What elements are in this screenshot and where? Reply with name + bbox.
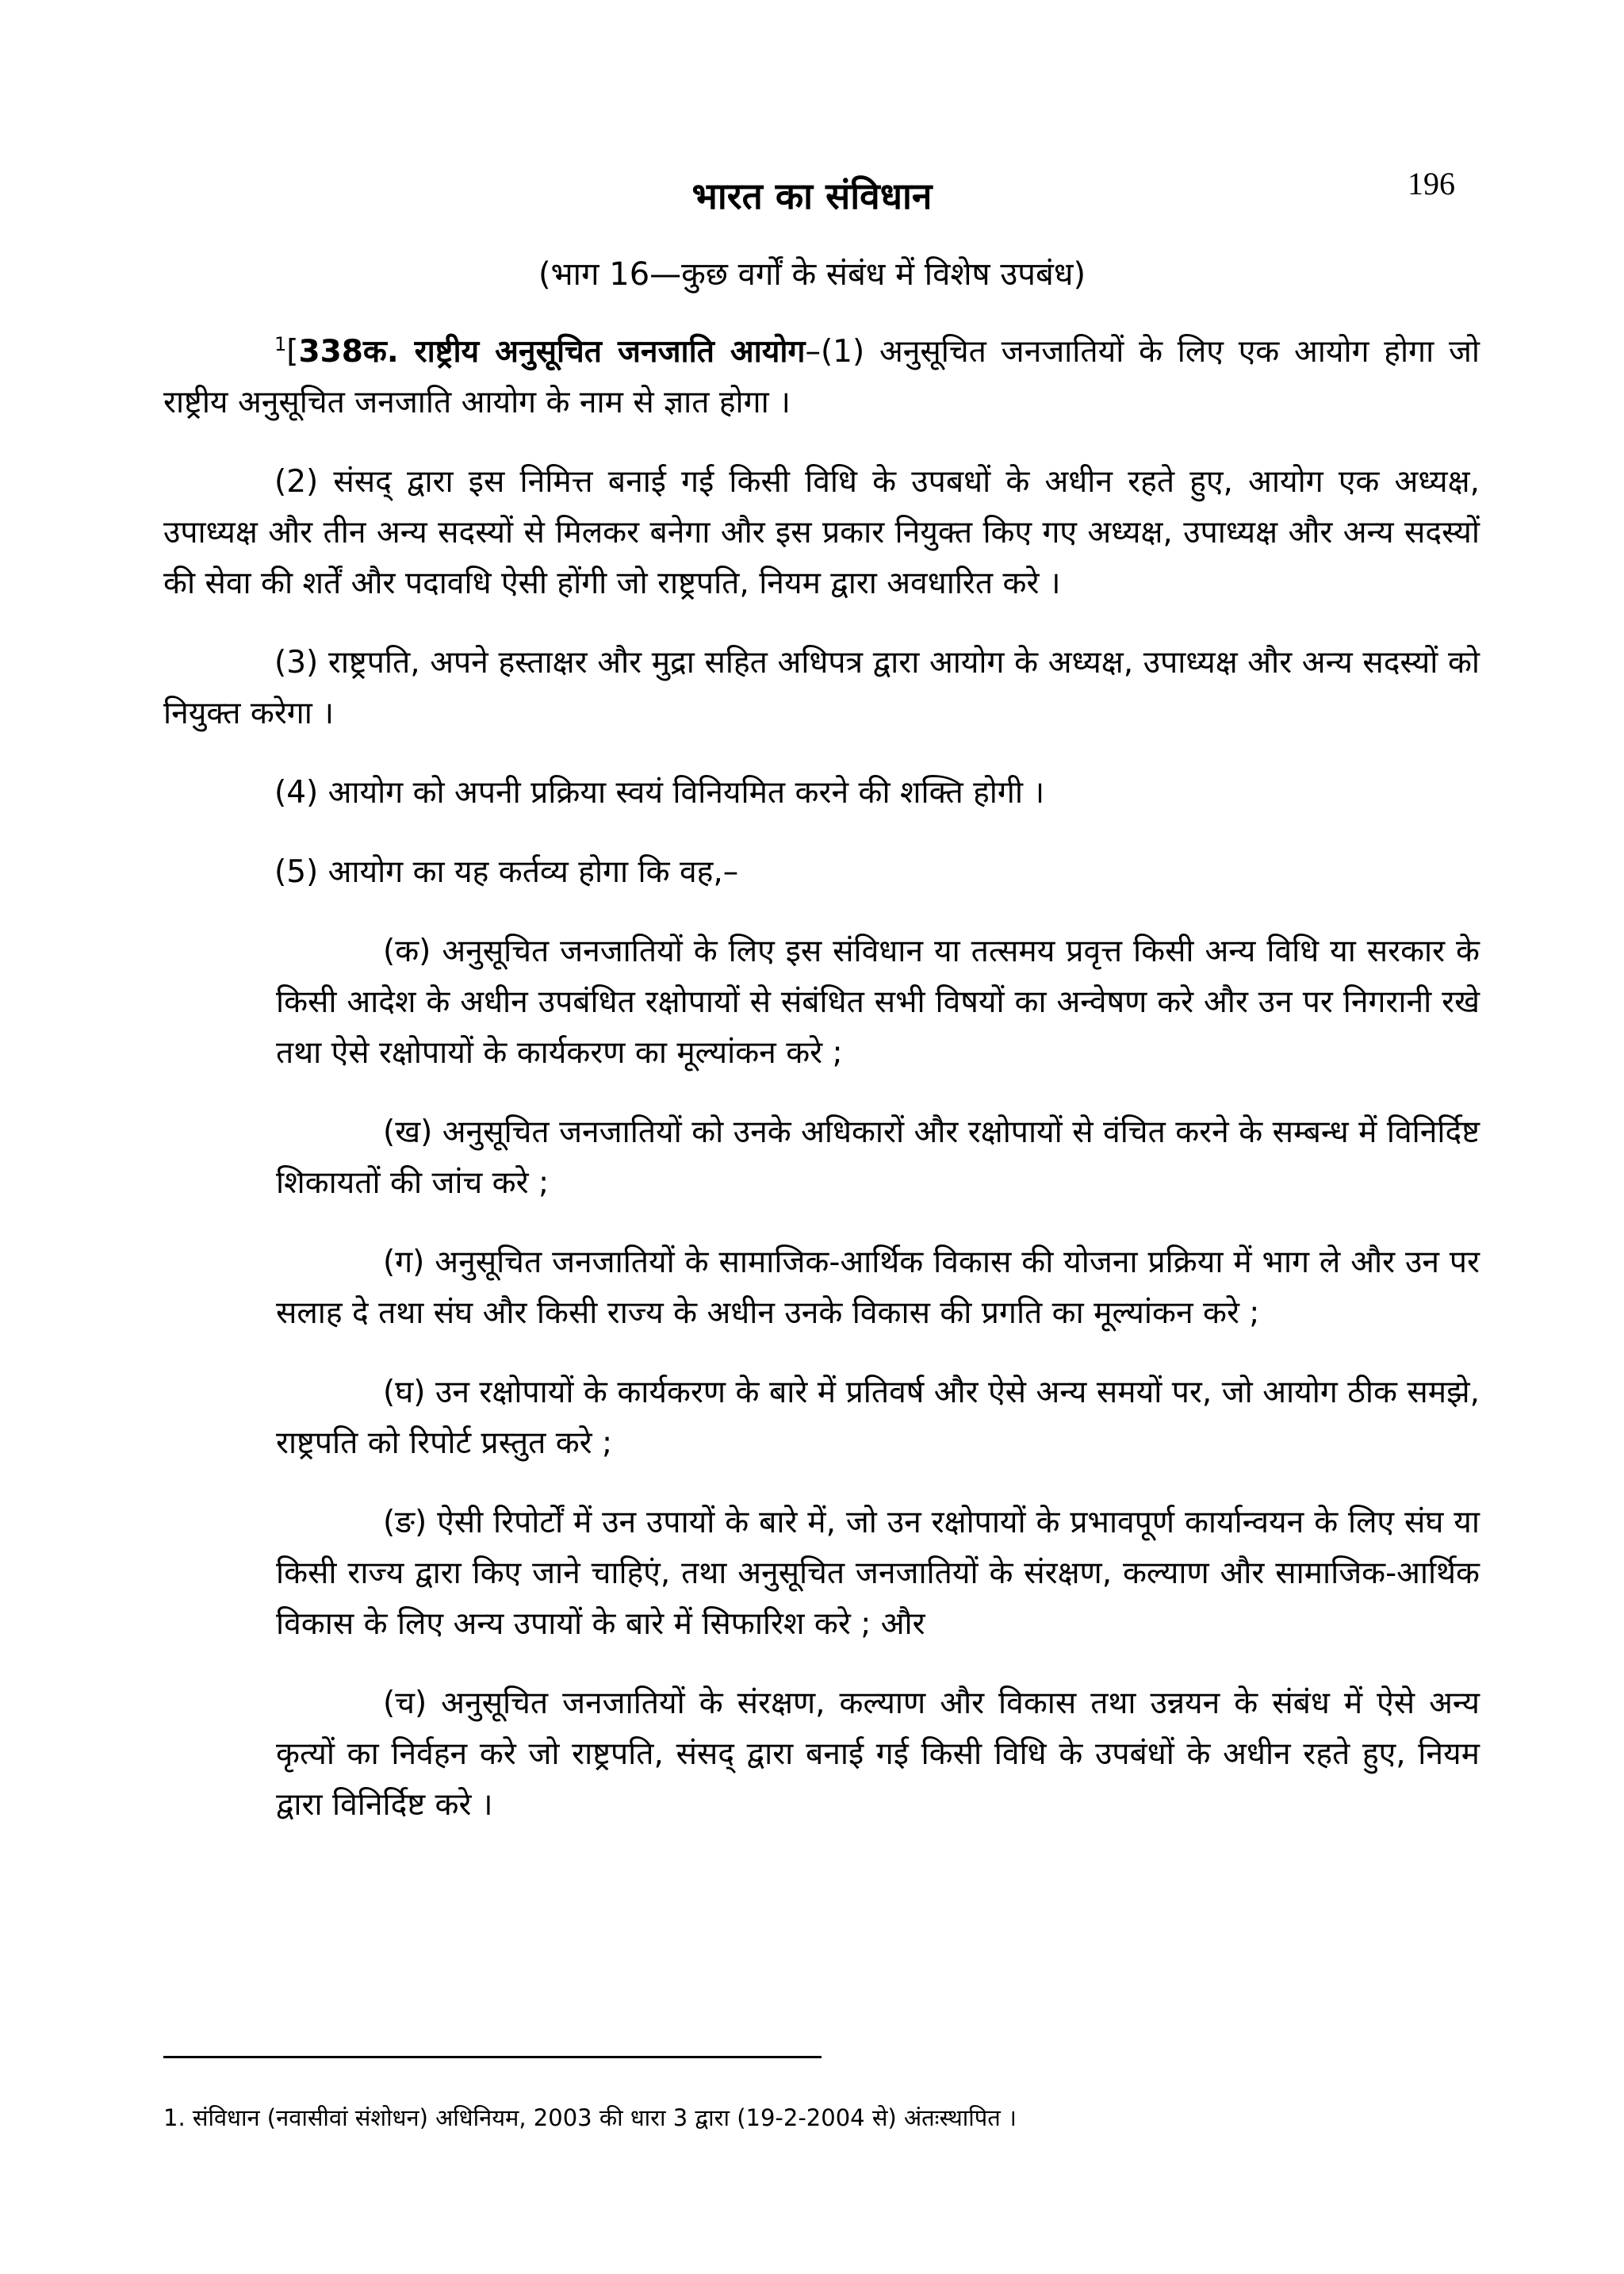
- footnote: 1. संविधान (नवासीवां संशोधन) अधिनियम, 2003 की धारा 3 द्वारा (19-2-2004 से) अंतःस्थापित ।: [163, 2104, 1017, 2131]
- clause-2: (2) संसद् द्वारा इस निमित्त बनाई गई किसी विधि के उपबधों के अधीन रहते हुए, आयोग एक अध्यक्ष, उपाध्यक्ष और तीन अन्य सदस्यों से मिलकर बनेगा और इस प्रकार नियुक्त किए गए अध्यक्ष, उपाध्यक्ष और अन्य सदस्यों की सेवा की शर्तें और पदावधि ऐसी होंगी जो राष्ट्रपति, नियम द्वारा अवधारित करे ।: [163, 464, 1480, 601]
- document-body: [163, 327, 1480, 1859]
- clause-3: (3) राष्ट्रपति, अपने हस्ताक्षर और मुद्रा सहित अधिपत्र द्वारा आयोग के अध्यक्ष, उपाध्यक्ष और अन्य सदस्यों को नियुक्त करेगा ।: [163, 645, 1480, 731]
- page-number: 196: [1408, 166, 1455, 201]
- sub-clause-ga: (ग) अनुसूचित जनजातियों के सामाजिक-आर्थिक विकास की योजना प्रक्रिया में भाग ले और उन पर सलाह दे तथा संघ और किसी राज्य के अधीन उनके विकास की प्रगति का मूल्यांकन करे ;: [276, 1244, 1480, 1331]
- clause-4: (4) आयोग को अपनी प्रक्रिया स्वयं विनियमित करने की शक्ति होगी ।: [274, 775, 1045, 811]
- footnote-marker: 1: [274, 333, 287, 355]
- page-subtitle: (भाग 16—कुछ वर्गों के संबंध में विशेष उपबंध): [538, 256, 1086, 293]
- sub-clause-ka: (क) अनुसूचित जनजातियों के लिए इस संविधान या तत्समय प्रवृत्त किसी अन्य विधि या सरकार के किसी आदेश के अधीन उपबंधित रक्षोपायों से संबंधित सभी विषयों का अन्वेषण करे और उन पर निगरानी रखे तथा ऐसे रक्षोपायों के कार्यकरण का मूल्यांकन करे ;: [276, 934, 1480, 1071]
- clause-5: (5) आयोग का यह कर्तव्य होगा कि वह,–: [274, 854, 739, 890]
- sub-clause-nga: (ङ) ऐसी रिपोर्टों में उन उपायों के बारे में, जो उन रक्षोपायों के प्रभावपूर्ण कार्यान्वयन के लिए संघ या किसी राज्य द्वारा किए जाने चाहिएं, तथा अनुसूचित जनजातियों के संरक्षण, कल्याण और सामाजिक-आर्थिक विकास के लिए अन्य उपायों के बारे में सिफारिश करे ; और: [276, 1505, 1480, 1642]
- clause-1-text: –(1) अनुसूचित जनजातियों के लिए एक आयोग होगा जो राष्ट्रीय अनुसूचित जनजाति आयोग के नाम से ज्ञात होगा ।: [163, 334, 1480, 420]
- sub-clause-gha: (घ) उन रक्षोपायों के कार्यकरण के बारे में प्रतिवर्ष और ऐसे अन्य समयों पर, जो आयोग ठीक समझे, राष्ट्रपति को रिपोर्ट प्रस्तुत करे ;: [276, 1375, 1480, 1461]
- section-338a-clause-1: [163, 327, 1480, 428]
- page-title: भारत का संविधान: [691, 174, 933, 217]
- section-heading: 338क. राष्ट्रीय अनुसूचित जनजाति आयोग: [298, 334, 806, 370]
- footnote-divider: [163, 2056, 822, 2058]
- sub-clause-cha: (च) अनुसूचित जनजातियों के संरक्षण, कल्याण और विकास तथा उन्नयन के संबंध में ऐसे अन्य कृत्यों का निर्वहन करे जो राष्ट्रपति, संसद् द्वारा बनाई गई किसी विधि के उपबंधों के अधीन रहते हुए, नियम द्वारा विनिर्दिष्ट करे ।: [276, 1685, 1480, 1823]
- opening-bracket: [: [286, 334, 299, 370]
- sub-clause-kha: (ख) अनुसूचित जनजातियों को उनके अधिकारों और रक्षोपायों से वंचित करने के सम्बन्ध में विनिर्दिष्ट शिकायतों की जांच करे ;: [276, 1114, 1480, 1201]
